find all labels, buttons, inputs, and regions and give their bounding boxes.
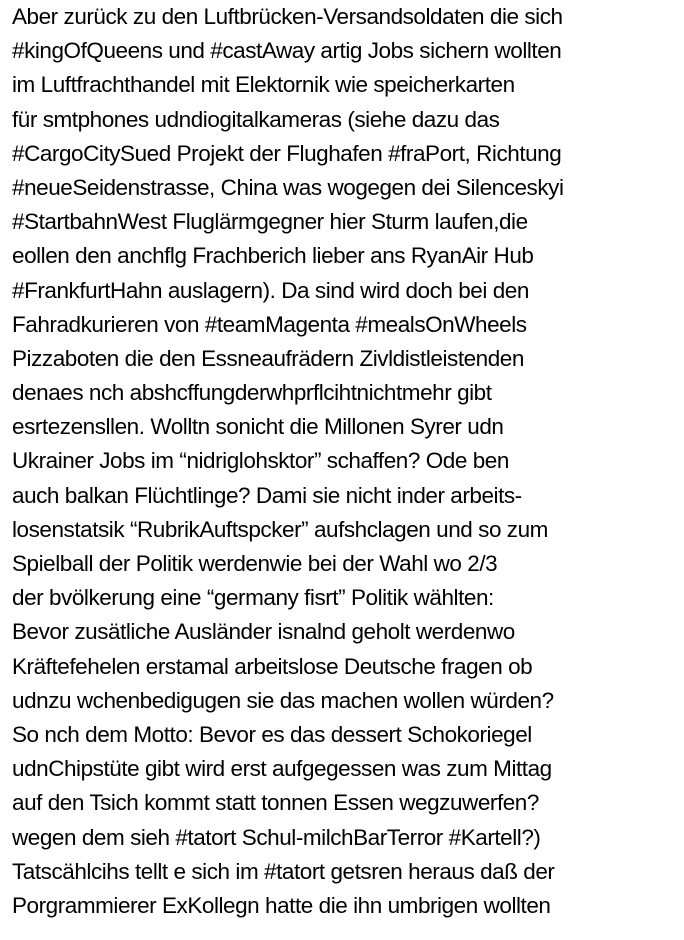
body-text bbox=[12, 0, 684, 923]
text-line: Fahradkurieren von #teamMagenta #mealsOnWheels bbox=[12, 311, 527, 337]
text-line: Ukrainer Jobs im “nidriglohsktor” schaffen? Ode ben bbox=[12, 448, 509, 474]
text-line: udnChipstüte gibt wird erst aufgegessen was zum Mittag bbox=[12, 756, 552, 782]
text-line: Spielball der Politik werdenwie bei der Wahl wo 2/3 bbox=[12, 551, 498, 576]
text-line: #StartbahnWest Fluglärmgegner hier Sturm laufen,die bbox=[12, 209, 528, 235]
text-line: im Luftfrachthandel mit Elektornik wie speicherkarten bbox=[12, 72, 515, 98]
text-line: Kräftefehelen erstamal arbeitslose Deutsche fragen ob bbox=[12, 653, 533, 679]
text-line: #neueSeidenstrasse, China was wogegen dei Silenceskyi bbox=[12, 174, 564, 200]
text-line: für smtphones udndiogitalkameras (siehe dazu das bbox=[12, 106, 500, 132]
text-line: esrtezensllen. Wolltn sonicht die Millonen Syrer udn bbox=[12, 414, 504, 440]
text-line: #kingOfQueens und #castAway artig Jobs sichern wollten bbox=[12, 38, 562, 64]
text-line: Porgrammierer ExKollegn hatte die ihn umbrigen wollten bbox=[12, 892, 551, 918]
text-line: Tatscählcihs tellt e sich im #tatort getsren heraus daß der bbox=[12, 858, 555, 884]
text-line: eollen den anchflg Frachberich lieber ans RyanAir Hub bbox=[12, 243, 534, 269]
text-line: udnzu wchenbedigugen sie das machen wollen würden? bbox=[12, 687, 554, 713]
text-line: Pizzaboten die den Essneaufrädern Zivldistleistenden bbox=[12, 345, 524, 371]
text-line: losenstatsik “RubrikAuftspcker” aufshclagen und so zum bbox=[12, 516, 548, 542]
text-line: So nch dem Motto: Bevor es das dessert Schokoriegel bbox=[12, 721, 532, 747]
text-line: Aber zurück zu den Luftbrücken-Versandsoldaten die sich bbox=[12, 4, 563, 29]
text-line: denaes nch abshcffungderwhprflcihtnichtmehr gibt bbox=[12, 380, 492, 406]
text-line: Bevor zusätliche Ausländer isnalnd geholt werdenwo bbox=[12, 619, 515, 645]
text-line: wegen dem sieh #tatort Schul-milchBarTerror #Kartell?) bbox=[12, 824, 541, 850]
text-line: der bvölkerung eine “germany fisrt” Politik wählten: bbox=[12, 585, 494, 611]
text-line: #FrankfurtHahn auslagern). Da sind wird doch bei den bbox=[12, 277, 529, 303]
text-line: #CargoCitySued Projekt der Flughafen #fraPort, Richtung bbox=[12, 140, 562, 166]
text-line: auf den Tsich kommt statt tonnen Essen wegzuwerfen? bbox=[12, 790, 539, 816]
text-line: auch balkan Flüchtlinge? Dami sie nicht inder arbeits- bbox=[12, 482, 522, 508]
